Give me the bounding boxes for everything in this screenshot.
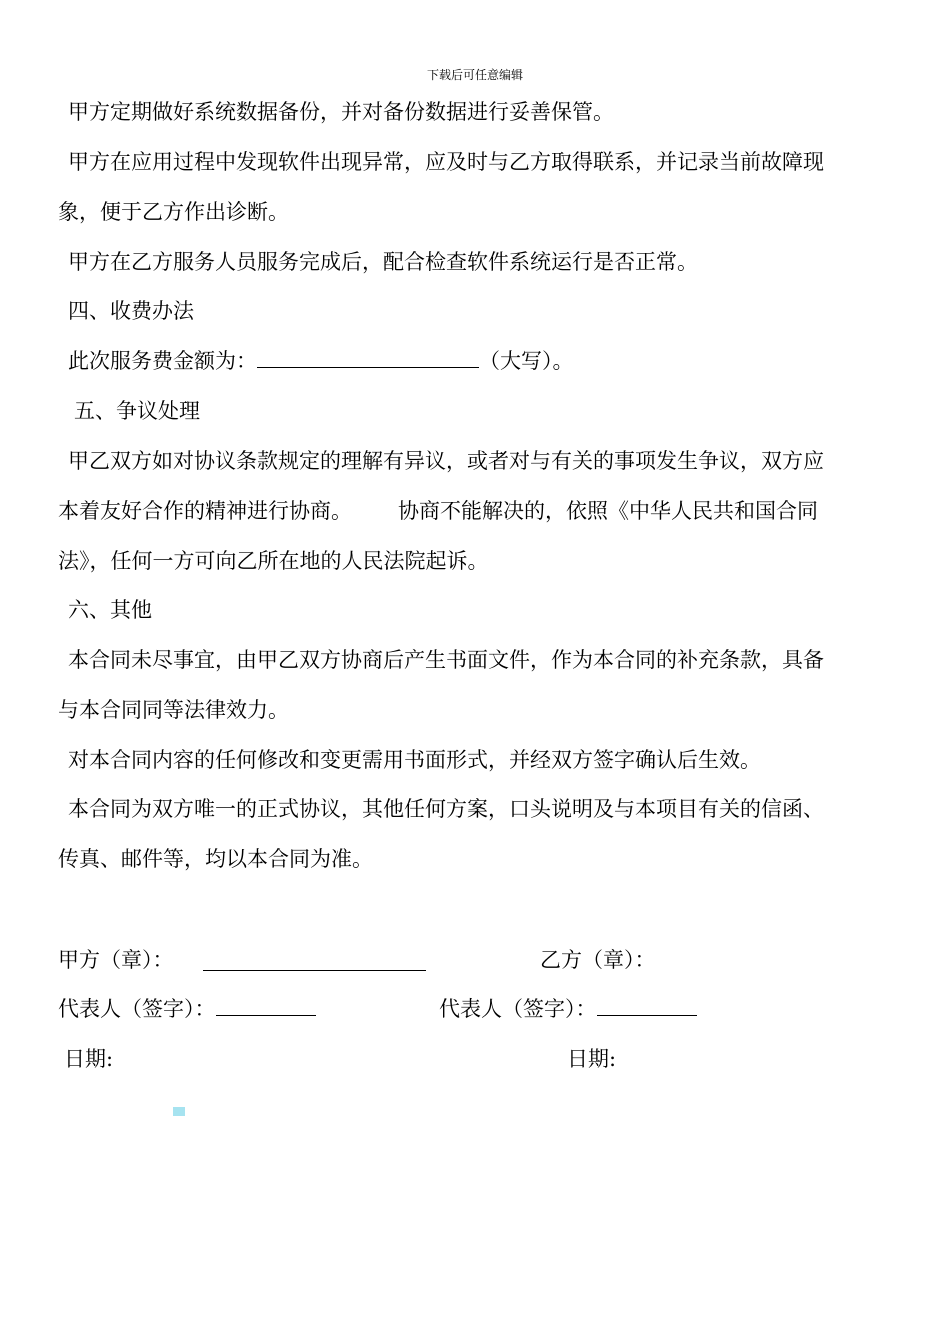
party-a-representative-line — [58, 995, 316, 1023]
party-b-date-label: 日期: — [567, 1047, 617, 1071]
party-b-representative-line — [439, 995, 697, 1023]
paragraph-exception-line2: 象，便于乙方作出诊断。 — [58, 200, 289, 224]
paragraph-disputes-line2-part2: 协商不能解决的，依照《中华人民共和国合同 — [398, 499, 818, 523]
paragraph-entire-agreement-line2: 传真、邮件等，均以本合同为准。 — [58, 847, 373, 871]
paragraph-disputes-line1: 甲乙双方如对协议条款规定的理解有异议，或者对与有关的事项发生争议，双方应 — [68, 449, 824, 473]
party-a-representative-label: 代表人（签字）： — [58, 997, 216, 1021]
paragraph-check: 甲方在乙方服务人员服务完成后，配合检查软件系统运行是否正常。 — [68, 250, 698, 274]
cursor-marker — [173, 1107, 185, 1116]
paragraph-modification: 对本合同内容的任何修改和变更需用书面形式，并经双方签字确认后生效。 — [68, 748, 761, 772]
party-b-seal-label: 乙方（章）： — [540, 948, 656, 972]
party-b-signature-blank[interactable] — [597, 995, 697, 1016]
party-a-seal-line — [58, 946, 174, 974]
paragraph-disputes-line2-part1: 本着友好合作的精神进行协商。 — [58, 499, 352, 523]
party-b-representative-label: 代表人（签字）： — [439, 997, 597, 1021]
page-header: 下载后可任意编辑 — [426, 68, 523, 82]
paragraph-other-line2: 与本合同同等法律效力。 — [58, 698, 289, 722]
paragraph-entire-agreement-line1: 本合同为双方唯一的正式协议，其他任何方案，口头说明及与本项目有关的信函、 — [68, 797, 824, 821]
paragraph-backup: 甲方定期做好系统数据备份，并对备份数据进行妥善保管。 — [68, 100, 614, 124]
section-heading-other: 六、其他 — [68, 598, 152, 622]
fee-amount-blank[interactable] — [257, 347, 479, 368]
party-a-seal-blank[interactable] — [203, 950, 426, 971]
section-heading-disputes: 五、争议处理 — [74, 399, 200, 423]
section-heading-fees: 四、收费办法 — [68, 299, 194, 323]
paragraph-exception-line1: 甲方在应用过程中发现软件出现异常，应及时与乙方取得联系，并记录当前故障现 — [68, 150, 824, 174]
paragraph-other-line1: 本合同未尽事宜，由甲乙双方协商后产生书面文件，作为本合同的补充条款，具备 — [68, 648, 824, 672]
paragraph-disputes-line3: 法》，任何一方可向乙所在地的人民法院起诉。 — [58, 549, 489, 573]
party-a-date-label: 日期: — [64, 1047, 114, 1071]
fee-amount-line — [68, 347, 574, 375]
party-a-seal-label: 甲方（章）： — [58, 948, 174, 972]
paragraph-disputes-line2 — [58, 497, 818, 525]
fee-amount-suffix: （大写）。 — [479, 349, 574, 373]
party-a-signature-blank[interactable] — [216, 995, 316, 1016]
fee-amount-label: 此次服务费金额为： — [68, 349, 257, 373]
